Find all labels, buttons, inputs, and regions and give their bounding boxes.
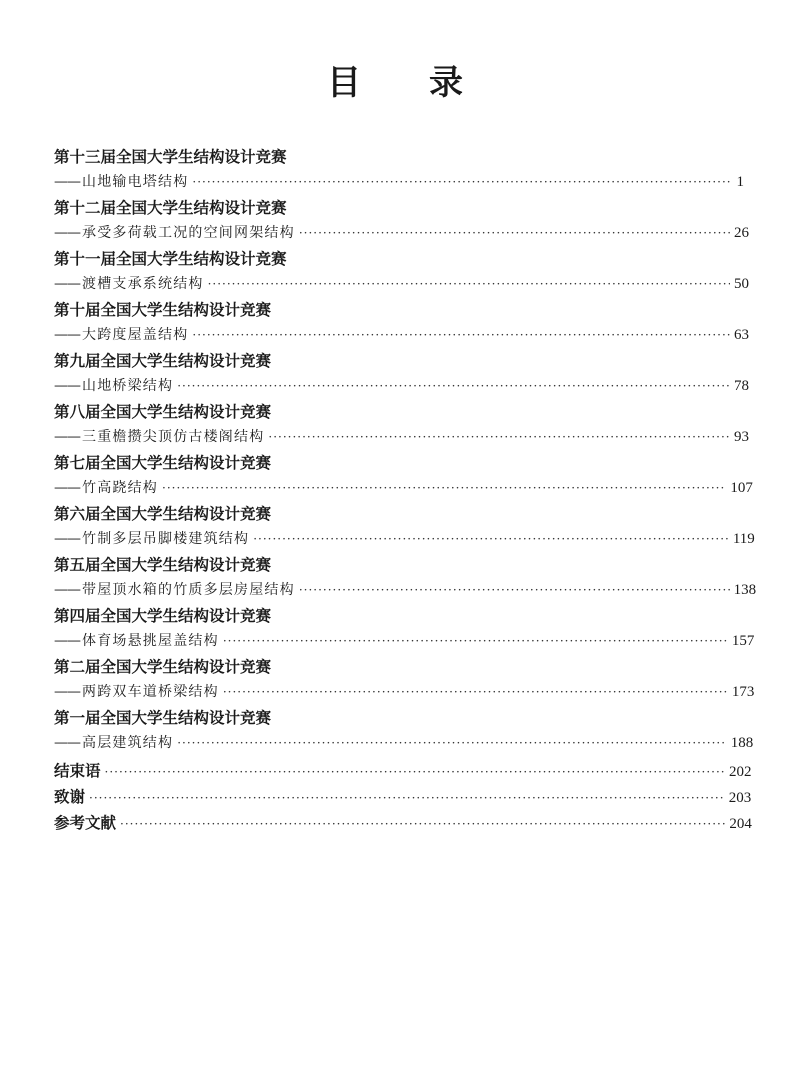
toc-entry[interactable] bbox=[54, 168, 744, 197]
toc-leader-dots bbox=[299, 219, 730, 248]
toc-dash: —— bbox=[54, 225, 80, 241]
toc-page-number: 1 bbox=[736, 174, 744, 190]
toc-entry-title: 山地桥梁结构 bbox=[82, 378, 174, 394]
toc-leader-dots bbox=[223, 678, 728, 707]
toc-page-number: 26 bbox=[734, 225, 749, 241]
toc-entry-title: 大跨度屋盖结构 bbox=[82, 327, 189, 343]
toc-leader-dots bbox=[268, 423, 730, 452]
toc-entry[interactable] bbox=[54, 525, 755, 554]
toc-entry-title: 竹高跷结构 bbox=[82, 480, 158, 496]
toc-page-number: 107 bbox=[730, 480, 753, 496]
toc-leader-dots bbox=[299, 576, 730, 605]
toc-entry-title: 体育场悬挑屋盖结构 bbox=[82, 633, 219, 649]
toc-leader-dots bbox=[192, 168, 730, 197]
toc-entry-title: 两跨双车道桥梁结构 bbox=[82, 684, 219, 700]
toc-dash: —— bbox=[54, 633, 80, 649]
toc-leader-dots bbox=[223, 627, 728, 656]
toc-entry-title: 渡槽支承系统结构 bbox=[82, 276, 204, 292]
toc-section-heading[interactable]: 第一届全国大学生结构设计竞赛 bbox=[54, 709, 272, 727]
toc-dash: —— bbox=[54, 531, 80, 547]
toc-page-number: 63 bbox=[734, 327, 749, 343]
toc-entry[interactable] bbox=[54, 576, 757, 605]
toc-section-heading[interactable]: 第二届全国大学生结构设计竞赛 bbox=[54, 658, 272, 676]
toc-entry-acknowledgements[interactable] bbox=[54, 784, 752, 810]
toc-section-heading[interactable]: 第四届全国大学生结构设计竞赛 bbox=[54, 607, 272, 625]
toc-dash: —— bbox=[54, 582, 80, 598]
toc-page-number: 93 bbox=[734, 429, 749, 445]
toc-leader-dots bbox=[253, 525, 729, 554]
toc-section-heading[interactable]: 第十三届全国大学生结构设计竞赛 bbox=[54, 148, 287, 166]
toc-leader-dots bbox=[208, 270, 730, 299]
toc-page-number: 78 bbox=[734, 378, 749, 394]
toc-entry-closing-remarks[interactable] bbox=[54, 758, 752, 784]
toc-dash: —— bbox=[54, 684, 80, 700]
toc-dash: —— bbox=[54, 480, 80, 496]
toc-page-number: 138 bbox=[733, 582, 757, 598]
toc-page-number: 188 bbox=[730, 735, 754, 751]
toc-section-heading[interactable]: 第六届全国大学生结构设计竞赛 bbox=[54, 505, 272, 523]
toc-entry-references[interactable] bbox=[54, 810, 752, 836]
page-title bbox=[0, 55, 790, 104]
toc-leader-dots bbox=[177, 372, 730, 401]
page-title-part2: 录 bbox=[429, 63, 463, 103]
toc-entry-title: 结束语 bbox=[54, 762, 101, 780]
toc-page-number: 119 bbox=[732, 531, 755, 547]
toc-leader-dots bbox=[162, 474, 726, 503]
toc-page-number: 50 bbox=[734, 276, 749, 292]
toc-page-number: 203 bbox=[728, 790, 752, 806]
toc-section-heading[interactable]: 第十一届全国大学生结构设计竞赛 bbox=[54, 250, 287, 268]
toc-leader-dots bbox=[177, 729, 727, 758]
toc-entry-title: 参考文献 bbox=[54, 814, 117, 832]
toc-entry[interactable] bbox=[54, 678, 755, 707]
toc-entry[interactable] bbox=[54, 423, 749, 452]
toc-page-number: 157 bbox=[731, 633, 755, 649]
toc-entry[interactable] bbox=[54, 219, 749, 248]
toc-entry[interactable] bbox=[54, 729, 754, 758]
toc-entry-title: 致谢 bbox=[54, 788, 86, 806]
toc-entry-title: 三重檐攒尖顶仿古楼阁结构 bbox=[82, 429, 265, 445]
toc-section-heading[interactable]: 第九届全国大学生结构设计竞赛 bbox=[54, 352, 272, 370]
toc-entry-title: 山地输电塔结构 bbox=[82, 174, 189, 190]
toc-page-number: 173 bbox=[731, 684, 755, 700]
toc-section-heading[interactable]: 第七届全国大学生结构设计竞赛 bbox=[54, 454, 272, 472]
page-title-part1: 目 bbox=[327, 63, 361, 103]
toc-leader-dots bbox=[105, 759, 726, 785]
toc-section-heading[interactable]: 第八届全国大学生结构设计竞赛 bbox=[54, 403, 272, 421]
toc-entry[interactable] bbox=[54, 321, 749, 350]
toc-dash: —— bbox=[54, 378, 80, 394]
toc-page-number: 202 bbox=[729, 764, 752, 780]
toc-entry-title: 竹制多层吊脚楼建筑结构 bbox=[82, 531, 250, 547]
toc-entry[interactable] bbox=[54, 372, 749, 401]
toc-dash: —— bbox=[54, 174, 80, 190]
toc-section-heading[interactable]: 第十届全国大学生结构设计竞赛 bbox=[54, 301, 272, 319]
toc-entry[interactable] bbox=[54, 474, 753, 503]
toc-leader-dots bbox=[192, 321, 730, 350]
toc-entry-title: 高层建筑结构 bbox=[82, 735, 174, 751]
toc-leader-dots bbox=[89, 785, 725, 811]
toc-page-number: 204 bbox=[729, 816, 752, 832]
toc-entry-title: 带屋顶水箱的竹质多层房屋结构 bbox=[82, 582, 295, 598]
toc-dash: —— bbox=[54, 735, 80, 751]
toc-dash: —— bbox=[54, 327, 80, 343]
toc-entry[interactable] bbox=[54, 627, 755, 656]
toc-section-heading[interactable]: 第十二届全国大学生结构设计竞赛 bbox=[54, 199, 287, 217]
toc-dash: —— bbox=[54, 429, 80, 445]
table-of-contents bbox=[54, 146, 757, 836]
toc-leader-dots bbox=[120, 811, 725, 837]
toc-section-heading[interactable]: 第五届全国大学生结构设计竞赛 bbox=[54, 556, 272, 574]
toc-entry[interactable] bbox=[54, 270, 749, 299]
toc-entry-title: 承受多荷载工况的空间网架结构 bbox=[82, 225, 295, 241]
toc-dash: —— bbox=[54, 276, 80, 292]
